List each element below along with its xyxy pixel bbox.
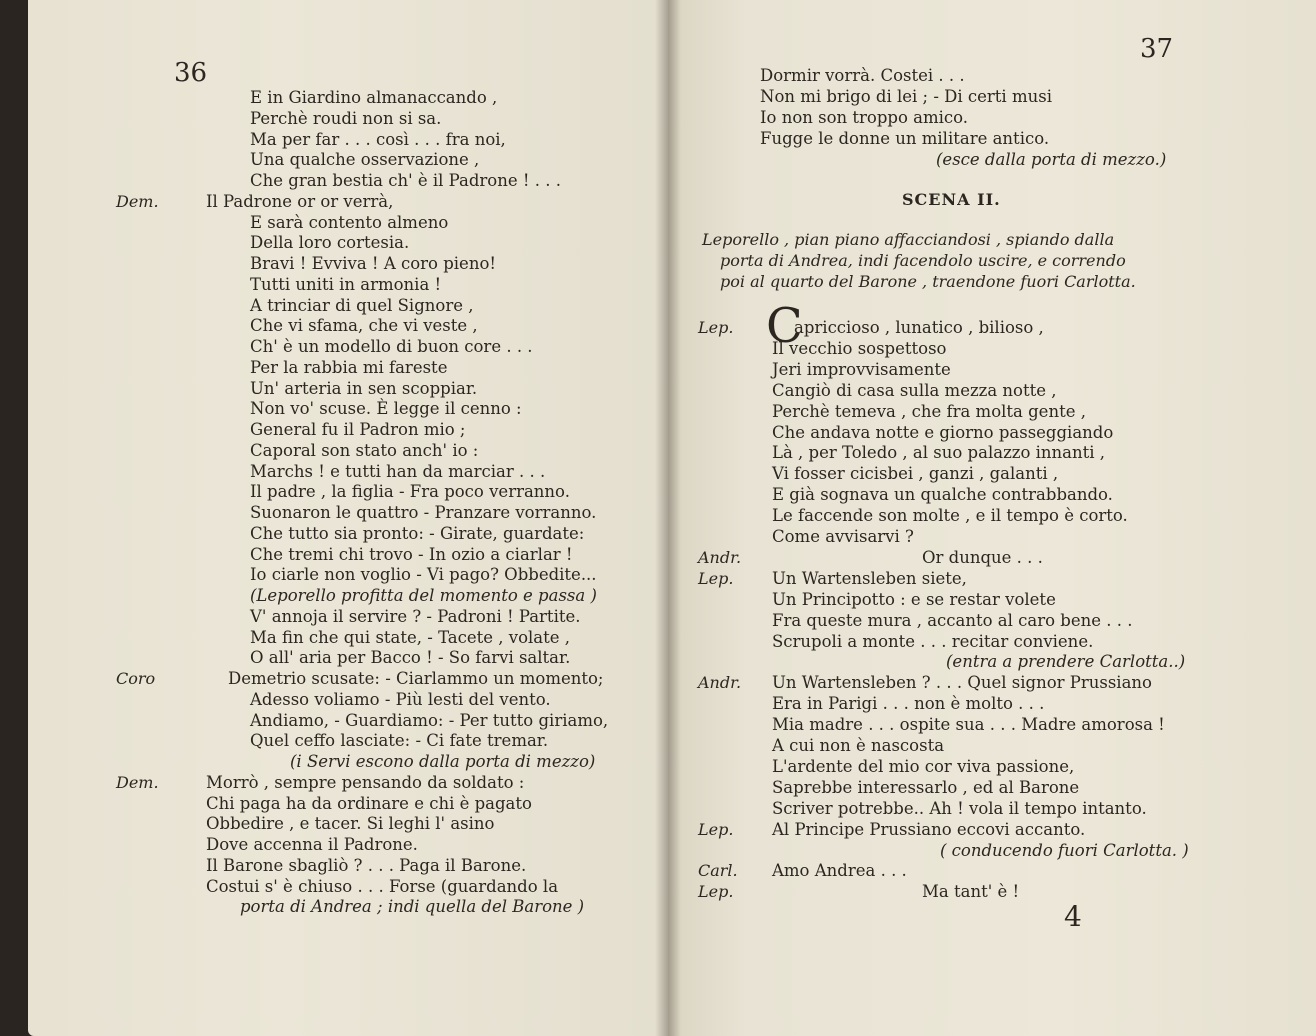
verse-line: Scriver potrebbe.. Ah ! vola il tempo intanto. <box>772 798 1147 818</box>
verse-line: Che gran bestia ch' è il Padrone ! . . . <box>250 171 561 190</box>
verse-line: Il Barone sbagliò ? . . . Paga il Barone. <box>206 855 527 875</box>
verse-line: Fugge le donne un militare antico. <box>760 129 1050 148</box>
speaker-label: Lep. <box>698 819 734 839</box>
verse-line: Le faccende son molte , e il tempo è corto. <box>772 506 1128 526</box>
verse-line: Il Padrone or or verrà, <box>206 191 394 211</box>
verse-line: (i Servi escono dalla porta di mezzo) <box>290 752 596 771</box>
verse-line: Cangiò di casa sulla mezza notte , <box>772 380 1057 400</box>
verse-line: Amo Andrea . . . <box>772 861 907 881</box>
verse-line: A trinciar di quel Signore , <box>250 295 474 315</box>
speaker-label: Dem. <box>116 191 159 211</box>
verse-line: Che andava notte e giorno passeggiando <box>772 422 1114 442</box>
verse-line: Che tremi chi trovo - In ozio a ciarlar ! <box>250 544 573 564</box>
verse-line: Costui s' è chiuso . . . Forse (guardando la <box>206 876 559 896</box>
left-page <box>28 0 668 1036</box>
verse-line: Ma tant' è ! <box>922 882 1020 902</box>
verse-line: Suonaron le quattro - Pranzare vorranno. <box>250 503 597 522</box>
book-gutter <box>655 0 681 1036</box>
verse-line: Non vo' scuse. È legge il cenno : <box>250 399 522 419</box>
verse-line: Un Wartensleben ? . . . Quel signor Prussiano <box>772 673 1152 693</box>
verse-line: Come avvisarvi ? <box>772 527 914 546</box>
verse-line: Andiamo, - Guardiamo: - Per tutto giriamo, <box>250 710 609 730</box>
stage-direction: Leporello , pian piano affacciandosi , spiando dalla <box>702 230 1115 249</box>
verse-line: Quel ceffo lasciate: - Ci fate tremar. <box>250 731 549 751</box>
verse-line: Bravi ! Evviva ! A coro pieno! <box>250 254 497 273</box>
scene-title: SCENA II. <box>902 190 1001 209</box>
verse-line: Adesso voliamo - Più lesti del vento. <box>250 689 551 709</box>
stage-direction: porta di Andrea, indi facendolo uscire, e correndo <box>720 251 1126 270</box>
verse-line: Perchè temeva , che fra molta gente , <box>772 401 1086 421</box>
verse-line: Là , per Toledo , al suo palazzo innanti , <box>772 443 1106 463</box>
right-page <box>668 0 1316 1036</box>
verse-line: Ma fin che qui state, - Tacete , volate , <box>250 627 571 647</box>
verse-line: Che vi sfama, che vi veste , <box>250 316 478 336</box>
verse-line: (Leporello profitta del momento e passa ) <box>250 586 597 605</box>
verse-line: Tutti uniti in armonia ! <box>250 274 442 294</box>
verse-line: Marchs ! e tutti han da marciar . . . <box>250 461 546 481</box>
verse-line: General fu il Padron mio ; <box>250 420 466 439</box>
verse-line: Chi paga ha da ordinare e chi è pagato <box>206 793 532 813</box>
verse-line: Perchè roudi non si sa. <box>250 108 442 128</box>
verse-line: A cui non è nascosta <box>772 736 945 755</box>
verse-line: L'ardente del mio cor viva passione, <box>772 756 1075 776</box>
speaker-label: Carl. <box>698 861 738 881</box>
speaker-label: Lep. <box>698 318 734 337</box>
page-number-left: 36 <box>174 58 208 88</box>
verse-line: Ma per far . . . così . . . fra noi, <box>250 129 506 149</box>
verse-line: Una qualche osservazione , <box>250 150 480 170</box>
verse-line: Dormir vorrà. Costei . . . <box>760 66 965 85</box>
verse-line: Era in Parigi . . . non è molto . . . <box>772 694 1045 714</box>
verse-line: E in Giardino almanaccando , <box>250 88 498 107</box>
speaker-label: Lep. <box>698 568 734 588</box>
verse-line: E già sognava un qualche contrabbando. <box>772 485 1113 505</box>
verse-line: V' annoja il servire ? - Padroni ! Partite. <box>250 606 581 626</box>
verse-line: Non mi brigo di lei ; - Di certi musi <box>760 87 1052 106</box>
verse-line: E sarà contento almeno <box>250 212 449 232</box>
verse-line: Scrupoli a monte . . . recitar conviene. <box>772 631 1094 651</box>
verse-line: porta di Andrea ; indi quella del Barone ) <box>240 897 585 917</box>
verse-line: apriccioso , lunatico , bilioso , <box>794 318 1044 337</box>
verse-line: Vi fosser cicisbei , ganzi , galanti , <box>772 464 1059 484</box>
verse-line: (entra a prendere Carlotta..) <box>946 652 1186 672</box>
speaker-label: Dem. <box>116 772 159 792</box>
verse-line: Della loro cortesia. <box>250 233 410 253</box>
page-number-right: 37 <box>1140 34 1174 64</box>
verse-line: Io non son troppo amico. <box>760 108 969 127</box>
verse-line: (esce dalla porta di mezzo.) <box>936 150 1167 169</box>
signature-mark: 4 <box>1064 900 1082 933</box>
verse-line: O all' aria per Bacco ! - So farvi saltar. <box>250 648 571 668</box>
verse-line: Io ciarle non voglio - Vi pago? Obbedite... <box>250 565 597 585</box>
verse-line: Per la rabbia mi fareste <box>250 357 448 377</box>
verse-line: Che tutto sia pronto: - Girate, guardate: <box>250 523 585 543</box>
verse-line: Jeri improvvisamente <box>772 359 951 379</box>
verse-line: Saprebbe interessarlo , ed al Barone <box>772 777 1080 797</box>
verse-line: ( conducendo fuori Carlotta. ) <box>940 840 1189 860</box>
speaker-label: Coro <box>116 669 156 688</box>
verse-line: Un' arteria in sen scoppiar. <box>250 378 478 398</box>
stage-direction: poi al quarto del Barone , traendone fuori Carlotta. <box>720 272 1136 291</box>
verse-line: Caporal son stato anch' io : <box>250 440 479 460</box>
verse-line: Or dunque . . . <box>922 547 1043 567</box>
verse-line: Morrò , sempre pensando da soldato : <box>206 772 525 792</box>
verse-line: Il vecchio sospettoso <box>772 338 947 358</box>
speaker-label: Andr. <box>698 673 742 693</box>
verse-line: Dove accenna il Padrone. <box>206 835 418 854</box>
verse-line: Mia madre . . . ospite sua . . . Madre amorosa ! <box>772 715 1165 735</box>
verse-line: Il padre , la figlia - Fra poco verranno. <box>250 482 570 502</box>
speaker-label: Andr. <box>698 547 742 567</box>
drop-cap: C <box>766 298 803 354</box>
verse-line: Demetrio scusate: - Ciarlammo un momento; <box>228 669 604 688</box>
verse-line: Al Principe Prussiano eccovi accanto. <box>772 819 1086 839</box>
speaker-label: Lep. <box>698 882 734 902</box>
verse-line: Ch' è un modello di buon core . . . <box>250 337 533 356</box>
verse-line: Obbedire , e tacer. Si leghi l' asino <box>206 814 495 834</box>
verse-line: Un Wartensleben siete, <box>772 568 967 588</box>
verse-line: Un Principotto : e se restar volete <box>772 589 1056 609</box>
verse-line: Fra queste mura , accanto al caro bene . . . <box>772 610 1133 630</box>
